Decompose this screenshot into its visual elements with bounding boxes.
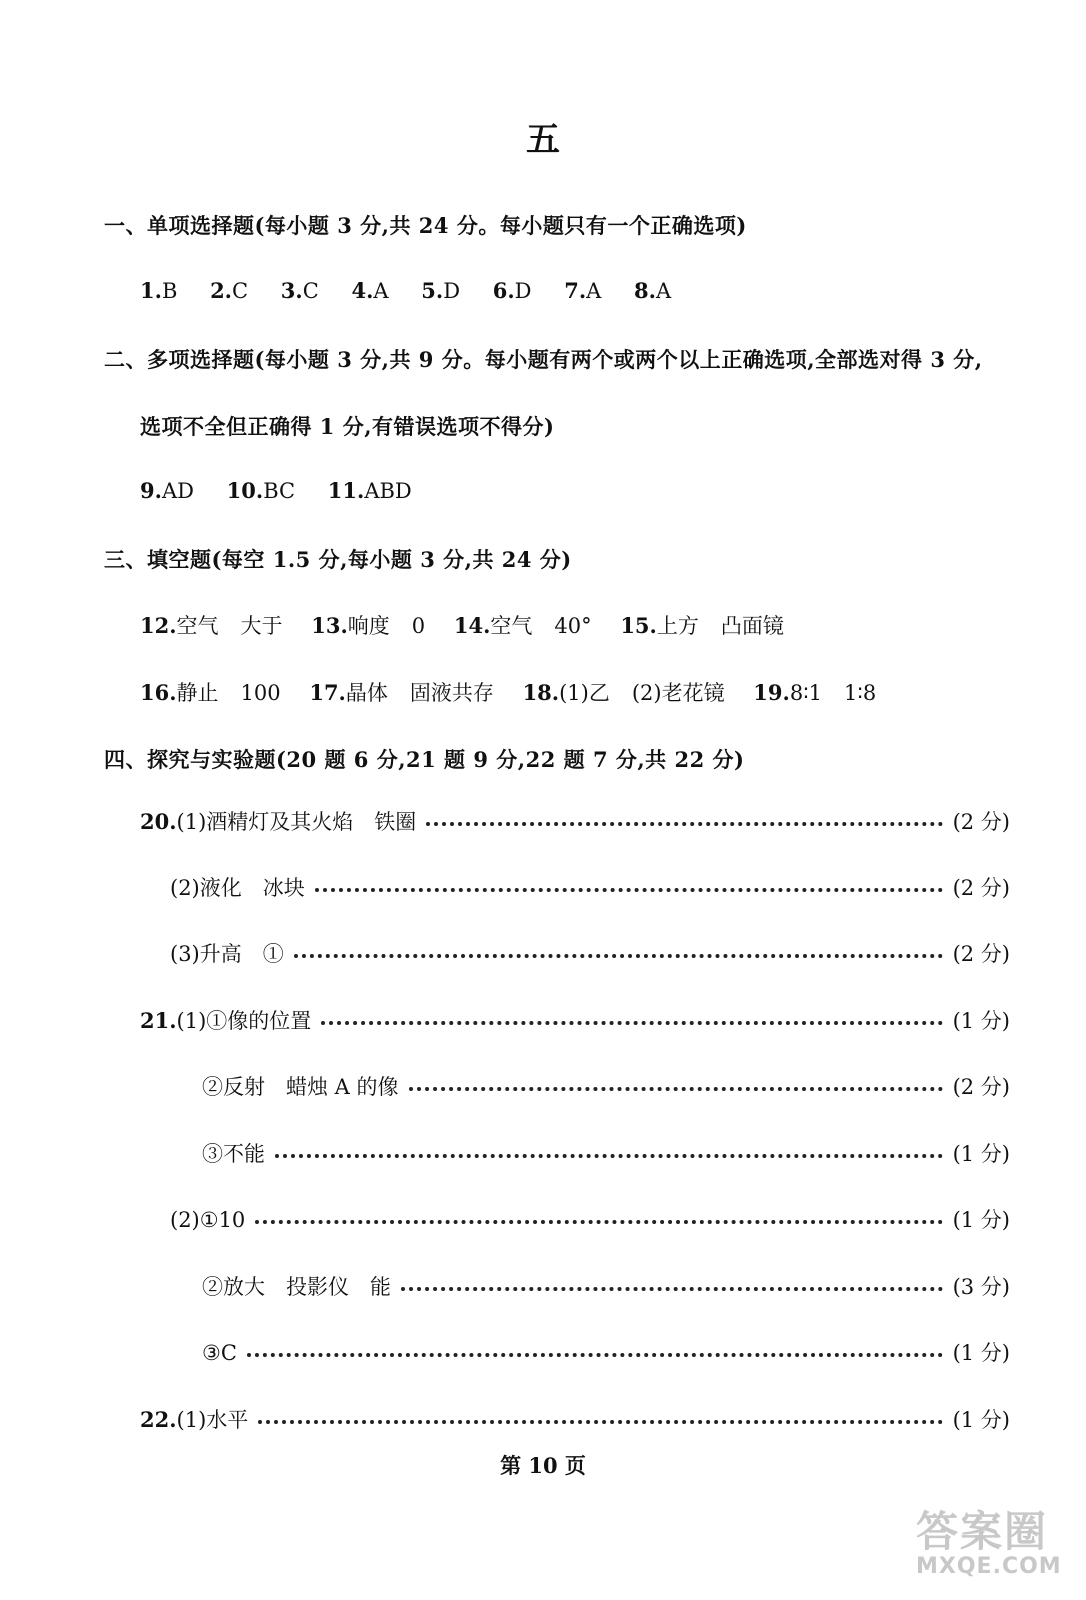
watermark-logo-text: 答案圈 (916, 1507, 1049, 1556)
leader-dots (247, 1353, 943, 1357)
answer-item: 5.D (421, 278, 461, 303)
experiment-row: ②放大 投影仪 能 (3 分) (202, 1271, 1010, 1301)
watermark-url: MXQE.COM (916, 1554, 1062, 1579)
score: (2 分) (952, 1075, 1010, 1099)
leader-dots (315, 888, 943, 892)
experiment-row: 21.(1)①像的位置 (1 分) (140, 1005, 1010, 1035)
score: (1 分) (952, 1408, 1010, 1432)
answer-item: 11.ABD (327, 478, 412, 503)
experiment-row: ②反射 蜡烛 A 的像 (2 分) (202, 1071, 1010, 1101)
experiment-row: ③C (1 分) (202, 1337, 1010, 1367)
answer-item: 6.D (492, 278, 532, 303)
answer-item: 7.A (564, 278, 602, 303)
answer-item: 9.AD (140, 478, 194, 503)
section-experiment-heading: 四、探究与实验题(20 题 6 分,21 题 9 分,22 题 7 分,共 22 分) (104, 747, 745, 772)
leader-dots (258, 1420, 942, 1424)
section-multi-choice-heading-cont: 选项不全但正确得 1 分,有错误选项不得分) (140, 414, 555, 439)
score: (1 分) (952, 1208, 1010, 1232)
leader-dots (321, 1021, 942, 1025)
section-single-choice-heading: 一、单项选择题(每小题 3 分,共 24 分。每小题只有一个正确选项) (104, 213, 747, 238)
leader-dots (409, 1087, 943, 1091)
multi-choice-answers (140, 478, 438, 503)
score: (2 分) (952, 810, 1010, 834)
experiment-row: ③不能 (1 分) (202, 1138, 1010, 1168)
leader-dots (275, 1154, 943, 1158)
answer-item: 4.A (351, 278, 389, 303)
answer-item: 1.B (140, 278, 178, 303)
score: (1 分) (952, 1341, 1010, 1365)
answer-item: 2.C (210, 278, 249, 303)
single-choice-answers (140, 278, 697, 303)
leader-dots (255, 1220, 942, 1224)
leader-dots (401, 1287, 943, 1291)
score: (2 分) (952, 876, 1010, 900)
answer-item: 3.C (280, 278, 319, 303)
score: (1 分) (952, 1009, 1010, 1033)
experiment-row: 20.(1)酒精灯及其火焰 铁圈 (2 分) (140, 806, 1010, 836)
answer-item: 10.BC (226, 478, 296, 503)
fill-blank-answers-row2: 16.静止 100 17.晶体 固液共存 18.(1)乙 (2)老花镜 19.8∶1 1∶8 (140, 680, 877, 705)
fill-blank-answers-row1: 12.空气 大于 13.响度 0 14.空气 40° 15.上方 凸面镜 (140, 613, 784, 638)
score: (2 分) (952, 942, 1010, 966)
experiment-row: (2)液化 冰块 (2 分) (170, 872, 1010, 902)
leader-dots (294, 954, 943, 958)
section-multi-choice-heading: 二、多项选择题(每小题 3 分,共 9 分。每小题有两个或两个以上正确选项,全部选对得 3 分, (104, 347, 983, 372)
page-title: 五 (526, 120, 560, 160)
watermark-logo (916, 1507, 1076, 1592)
score: (1 分) (952, 1142, 1010, 1166)
score: (3 分) (952, 1275, 1010, 1299)
experiment-row: (3)升高 ① (2 分) (170, 938, 1010, 968)
page-number: 第 10 页 (500, 1453, 586, 1478)
answer-item: 8.A (634, 278, 672, 303)
experiment-row: 22.(1)水平 (1 分) (140, 1404, 1010, 1434)
leader-dots (426, 822, 942, 826)
section-fill-blank-heading: 三、填空题(每空 1.5 分,每小题 3 分,共 24 分) (104, 547, 572, 572)
experiment-row: (2)①10 (1 分) (170, 1204, 1010, 1234)
